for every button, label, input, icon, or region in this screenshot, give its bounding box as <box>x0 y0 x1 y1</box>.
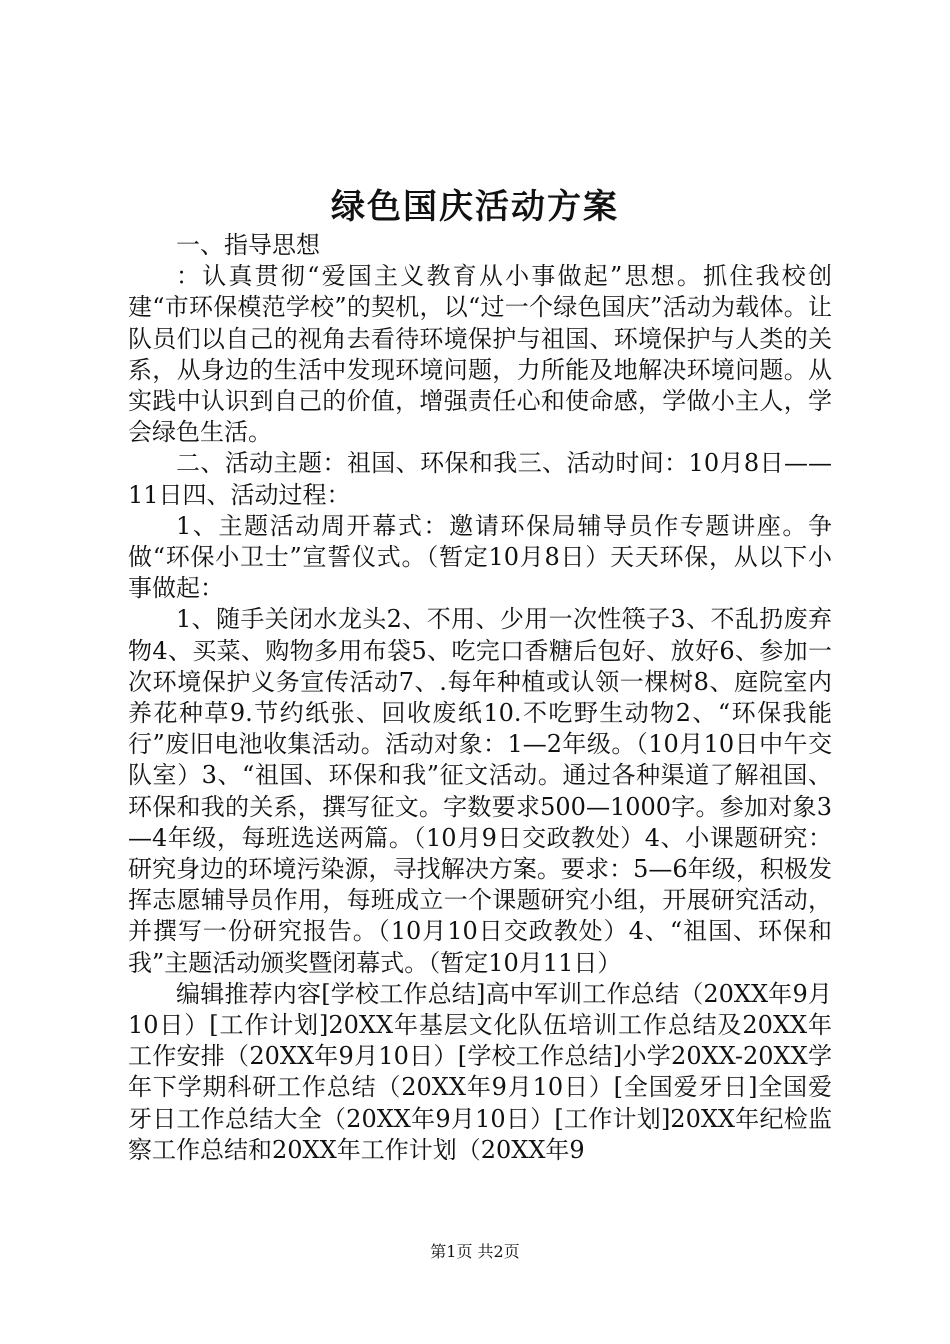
paragraph-activity-list: 1、随手关闭水龙头2、不用、少用一次性筷子3、不乱扔废弃物4、买菜、购物多用布袋5、吃完口香糖后包好、放好6、参加一次环境保护义务宣传活动7、.每年种植或认领一棵树8、庭院室内养花种草9.节约纸张、回收废纸10.不吃野生动物2、“环保我能行”废旧电池收集活动。活动对象：1—2年级。（10月10日中午交队室）3、“祖国、环保和我”征文活动。通过各种渠道了解祖国、环保和我的关系，撰写征文。字数要求500—1000字。参加对象3—4年级，每班选送两篇。（10月9日交政教处）4、小课题研究：研究身边的环境污染源，寻找解决方案。要求：5—6年级，积极发挥志愿辅导员作用，每班成立一个课题研究小组，开展研究活动，并撰写一份研究报告。（10月10日交政教处）4、“祖国、环保和我”主题活动颁奖暨闭幕式。（暂定10月11日） <box>128 605 832 977</box>
document-title: 绿色国庆活动方案 <box>331 187 619 227</box>
paragraph-opening-ceremony: 1、主题活动周开幕式：邀请环保局辅导员作专题讲座。争做“环保小卫士”宣誓仪式。（暂定10月8日）天天环保，从以下小事做起： <box>128 511 832 603</box>
document-body <box>128 230 832 1166</box>
paragraph-recommended-content: 编辑推荐内容[学校工作总结]高中军训工作总结（20XX年9月10日）[工作计划]20XX年基层文化队伍培训工作总结及20XX年工作安排（20XX年9月10日）[学校工作总结]小学20XX-20XX学年下学期科研工作总结（20XX年9月10日）[全国爱牙日]全国爱牙日工作总结大全（20XX年9月10日）[工作计划]20XX年纪检监察工作总结和20XX年工作计划（20XX年9 <box>128 979 832 1164</box>
paragraph-theme-time: 二、活动主题：祖国、环保和我三、活动时间：10月8日——11日四、活动过程： <box>128 449 832 509</box>
page-footer: 第1页 共2页 <box>430 1242 520 1261</box>
section-heading-guiding-ideology: 一、指导思想 <box>176 231 320 259</box>
paragraph-guiding-ideology: ：认真贯彻“爱国主义教育从小事做起”思想。抓住我校创建“市环保模范学校”的契机，以“过一个绿色国庆”活动为载体。让队员们以自己的视角去看待环境保护与祖国、环境保护与人类的关系，从身边的生活中发现环境问题，力所能及地解决环境问题。从实践中认识到自己的价值，增强责任心和使命感，学做小主人，学会绿色生活。 <box>128 262 832 447</box>
